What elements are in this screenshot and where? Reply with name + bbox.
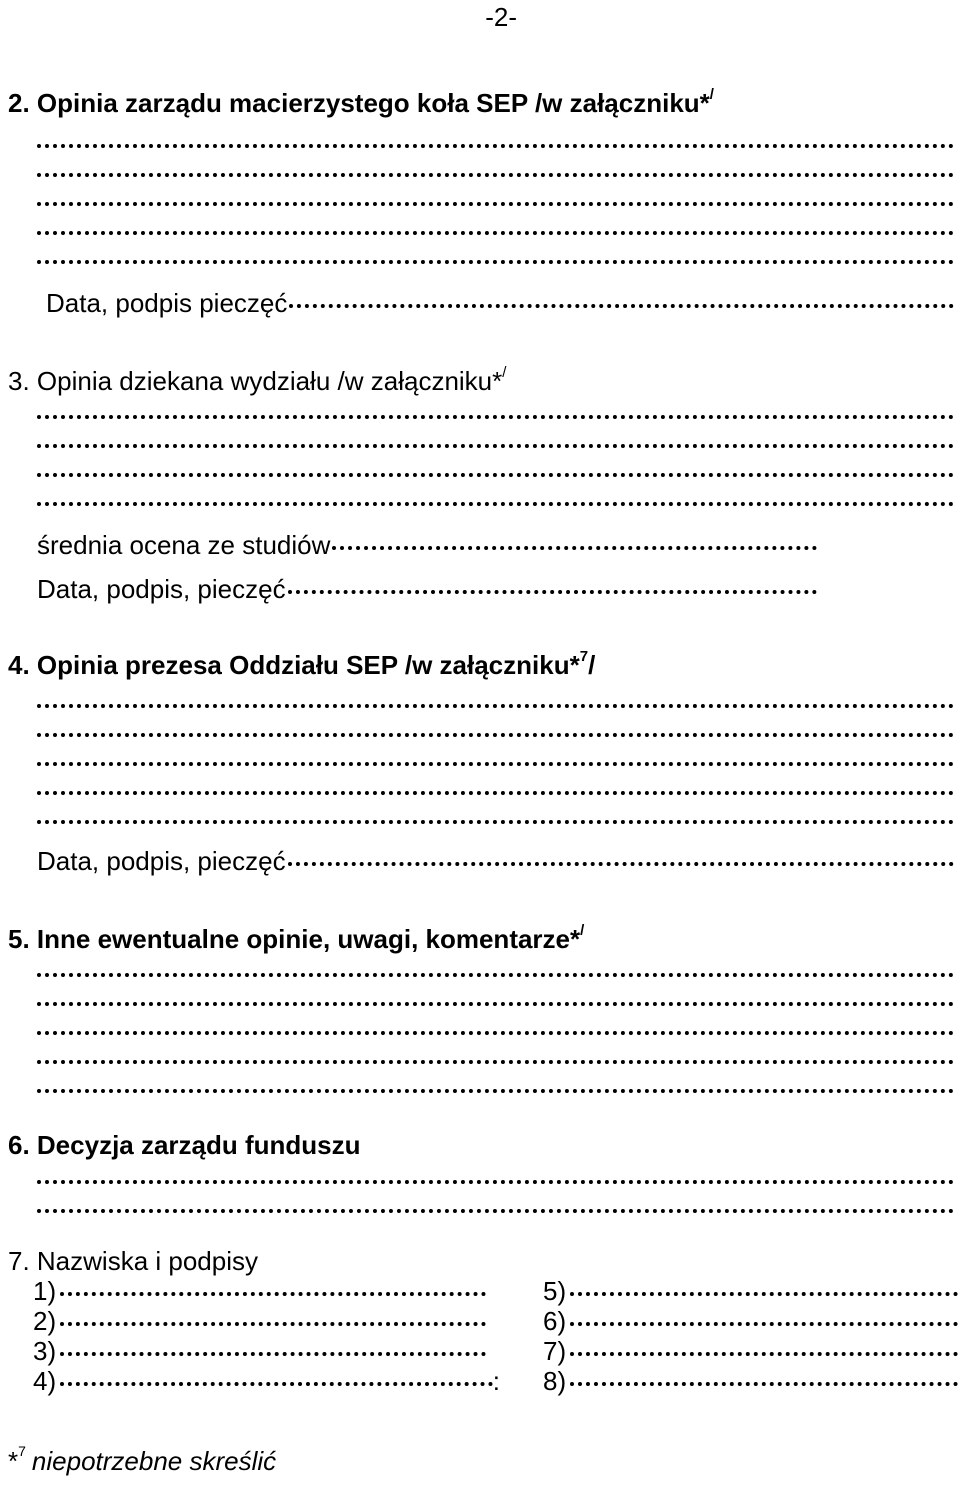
dotted-fill <box>60 1292 486 1296</box>
signature-line-7[interactable] <box>543 1336 958 1367</box>
signature-line-8[interactable] <box>543 1366 958 1397</box>
signature-line-6[interactable] <box>543 1306 958 1337</box>
signature-end: : <box>492 1366 500 1396</box>
dotted-line[interactable] <box>37 134 954 148</box>
dotted-fill <box>289 304 954 308</box>
dotted-line[interactable] <box>37 1021 954 1035</box>
section-3-sup: / <box>502 364 507 382</box>
section-4-date-label: Data, podpis, pieczęć <box>37 846 286 876</box>
dotted-fill <box>570 1322 958 1326</box>
section-2-date-signature[interactable] <box>46 288 954 319</box>
section-3-title <box>8 366 506 397</box>
footnote-star: * <box>8 1446 19 1476</box>
dotted-line[interactable] <box>37 250 954 264</box>
section-4-suffix: / <box>588 650 596 680</box>
section-4-date-signature[interactable] <box>37 846 954 877</box>
dotted-line[interactable] <box>37 1170 954 1184</box>
dotted-fill <box>570 1292 958 1296</box>
section-3-grade[interactable] <box>37 530 817 561</box>
dotted-line[interactable] <box>37 963 954 977</box>
section-5-title-text: 5. Inne ewentualne opinie, uwagi, komentarze* <box>8 924 581 954</box>
signature-number: 8) <box>543 1366 567 1396</box>
dotted-line[interactable] <box>37 810 954 824</box>
section-4-sup: 7 <box>579 648 589 666</box>
dotted-line[interactable] <box>37 1050 954 1064</box>
dotted-fill <box>570 1352 958 1356</box>
section-7-title: 7. Nazwiska i podpisy <box>8 1246 258 1276</box>
signature-number: 4) <box>33 1366 57 1396</box>
section-6-title: 6. Decyzja zarządu funduszu <box>8 1130 361 1160</box>
dotted-line[interactable] <box>37 192 954 206</box>
dotted-fill <box>60 1322 486 1326</box>
signature-line-3[interactable] <box>33 1336 486 1367</box>
dotted-line[interactable] <box>37 492 954 506</box>
dotted-line[interactable] <box>37 221 954 235</box>
signature-line-4[interactable] <box>33 1366 500 1397</box>
dotted-fill <box>60 1352 486 1356</box>
dotted-fill <box>570 1382 958 1386</box>
dotted-fill <box>288 862 954 866</box>
section-3-date-signature[interactable] <box>37 574 817 605</box>
section-2-title <box>8 88 714 119</box>
section-2-date-label: Data, podpis pieczęć <box>46 288 288 318</box>
signature-number: 2) <box>33 1306 57 1336</box>
footnote <box>8 1443 277 1477</box>
section-4-title-text: 4. Opinia prezesa Oddziału SEP /w załączniku* <box>8 650 580 680</box>
footnote-text: niepotrzebne skreślić <box>31 1446 277 1476</box>
signature-line-1[interactable] <box>33 1276 486 1307</box>
signature-line-2[interactable] <box>33 1306 486 1337</box>
page-number: -2- <box>485 2 517 32</box>
dotted-line[interactable] <box>37 1079 954 1093</box>
dotted-line[interactable] <box>37 463 954 477</box>
section-5-sup: / <box>580 922 585 940</box>
dotted-line[interactable] <box>37 992 954 1006</box>
signature-number: 6) <box>543 1306 567 1336</box>
dotted-line[interactable] <box>37 723 954 737</box>
section-4-title <box>8 650 595 681</box>
signature-number: 3) <box>33 1336 57 1366</box>
dotted-fill <box>288 590 817 594</box>
signature-number: 5) <box>543 1276 567 1306</box>
section-3-date-label: Data, podpis, pieczęć <box>37 574 286 604</box>
section-5-title <box>8 924 584 955</box>
signature-number: 1) <box>33 1276 57 1306</box>
dotted-line[interactable] <box>37 405 954 419</box>
signature-number: 7) <box>543 1336 567 1366</box>
section-3-title-text: 3. Opinia dziekana wydziału /w załączniku* <box>8 366 503 396</box>
signature-line-5[interactable] <box>543 1276 958 1307</box>
dotted-line[interactable] <box>37 163 954 177</box>
dotted-fill <box>60 1382 493 1386</box>
dotted-line[interactable] <box>37 781 954 795</box>
section-3-grade-label: średnia ocena ze studiów <box>37 530 331 560</box>
dotted-fill <box>332 546 817 550</box>
section-2-sup: / <box>709 86 714 104</box>
dotted-line[interactable] <box>37 752 954 766</box>
dotted-line[interactable] <box>37 694 954 708</box>
section-2-title-text: 2. Opinia zarządu macierzystego koła SEP /w załączniku* <box>8 88 710 118</box>
footnote-sup: 7 <box>18 1443 26 1460</box>
dotted-line[interactable] <box>37 1199 954 1213</box>
dotted-line[interactable] <box>37 434 954 448</box>
